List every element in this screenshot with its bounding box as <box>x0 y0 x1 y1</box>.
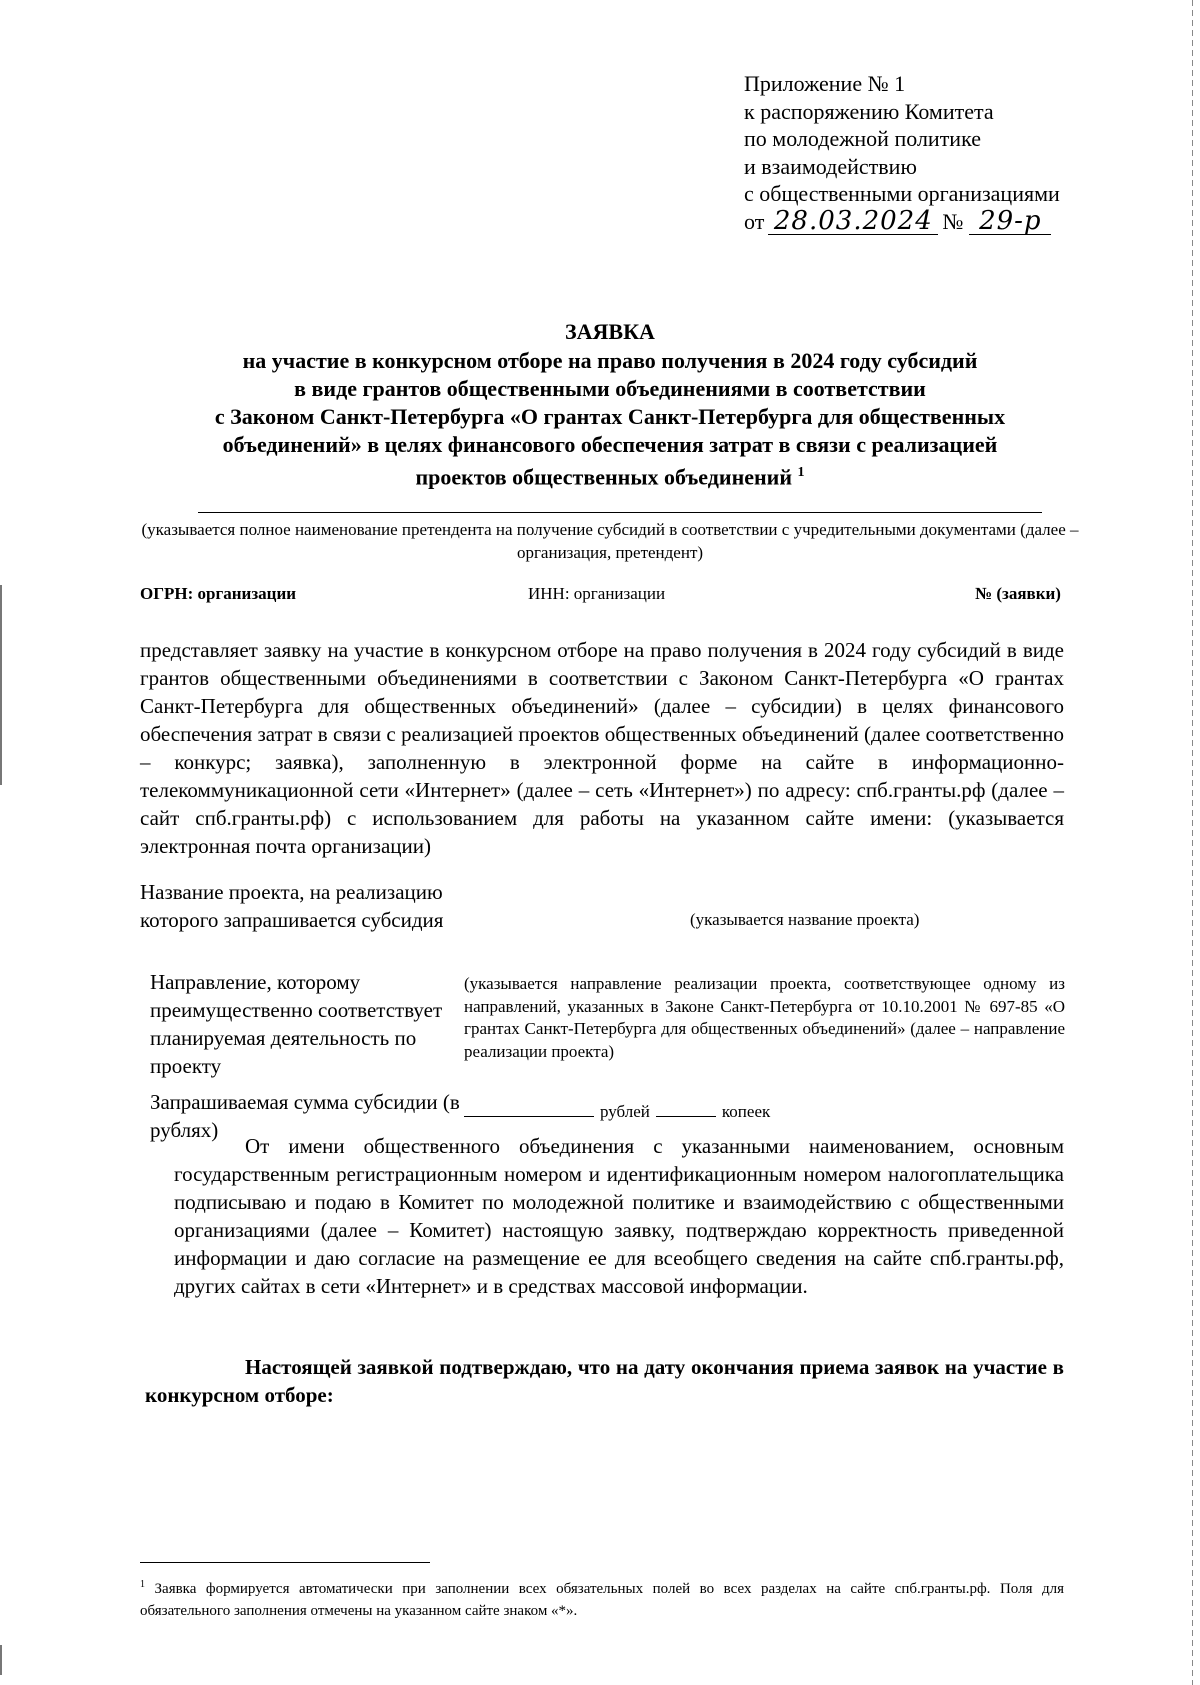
appendix-line: с общественными организациями <box>744 181 1060 206</box>
direction-label: Направление, которому преимущественно соответствует планируемая деятельность по проекту <box>150 970 443 1078</box>
title-line: объединений» в целях финансового обеспечения затрат в связи с реализацией <box>222 432 998 457</box>
title-line: в виде грантов общественными объединениями в соответствии <box>294 376 926 401</box>
appendix-line: и взаимодействию <box>744 153 917 179</box>
paragraph-consent: От имени общественного объединения с указанными наименованием, основным государственным регистрационным номером и идентификационным номером налогоплательщика подписываю и подаю в Комитет по молодежной политике и взаимодействию с общественными организациями (далее – Комитет) настоящую заявку, подтверждаю корректность приведенной информации и даю согласие на размещение ее для всеобщего сведения на сайте спб.гранты.рф, других сайтах в сети «Интернет» и в средствах массовой информации. <box>174 1134 1064 1298</box>
kopecks-blank <box>656 1100 716 1117</box>
application-number: № (заявки) <box>975 584 1061 603</box>
amount-label: Запрашиваемая сумма субсидии (в рублях) <box>150 1090 460 1142</box>
appendix-line: по молодежной политике <box>744 126 981 151</box>
rubles-label: рублей <box>600 1102 650 1121</box>
paragraph-confirmation: Настоящей заявкой подтверждаю, что на дату окончания приема заявок на участие в конкурсном отборе: <box>145 1355 1064 1407</box>
paragraph-application: представляет заявку на участие в конкурсном отборе на право получения в 2024 году субсидий в виде грантов общественными объединениями в соответствии с Законом Санкт-Петербурга «О грантах Санкт-Петербурга для общественных объединений» (далее – субсидии) в целях финансового обеспечения затрат в связи с реализацией проектов общественных объединений (далее соответственно – конкурс; заявка), заполненную в электронной форме на сайте в информационно-телекоммуникационной сети «Интернет» (далее – сеть «Интернет») по адресу: спб.гранты.рф (далее – сайт спб.гранты.рф) с использованием для работы на указанном сайте имени: (указывается электронная почта организации) <box>140 638 1064 858</box>
footnote <box>140 1574 1064 1622</box>
footnote-text: Заявка формируется автоматически при заполнении всех обязательных полей во всех разделах на сайте спб.гранты.рф. Поля для обязательного заполнения отмечены на указанном сайте знаком «*». <box>140 1581 1065 1619</box>
inn-label: ИНН: организации <box>528 584 666 603</box>
number-prefix: № <box>942 208 964 234</box>
scan-edge-line <box>1192 0 1193 1685</box>
date-prefix: от <box>744 208 765 234</box>
kopecks-label: копеек <box>721 1102 771 1121</box>
direction-value: (указывается направление реализации проекта, соответствующее одному из направлений, указанных в Законе Санкт-Петербурга от 10.10.2001 № 697-85 «О грантах Санкт-Петербурга для общественных объединений» (далее – направление реализации проекта) <box>464 974 1065 1061</box>
footnote-marker: 1 <box>140 1579 145 1590</box>
title-main: ЗАЯВКА <box>565 319 655 344</box>
scan-left-mark <box>0 1645 2 1675</box>
ogrn-label: ОГРН: организации <box>140 584 297 603</box>
handwritten-date: 28.03.2024 <box>768 208 938 235</box>
project-name-value: (указывается название проекта) <box>690 910 920 929</box>
appendix-date-line <box>744 205 1060 236</box>
title-line: на участие в конкурсном отборе на право получения в 2024 году субсидий <box>242 348 978 373</box>
project-details-table <box>150 968 1065 1144</box>
scan-left-mark <box>0 585 2 785</box>
rubles-blank <box>464 1100 594 1117</box>
title-line: с Законом Санкт-Петербурга «О грантах Санкт-Петербурга для общественных <box>214 404 1006 429</box>
document-title <box>150 318 1070 491</box>
appendix-line: к распоряжению Комитета <box>744 98 994 124</box>
footnote-separator <box>140 1562 430 1563</box>
handwritten-number: 29-р <box>969 208 1051 235</box>
org-name-note: (указывается полное наименование претендента на получение субсидий в соответствии с учредительными документами (далее – организация, претендент) <box>141 520 1079 562</box>
appendix-line: Приложение № 1 <box>744 71 906 96</box>
title-line: проектов общественных объединений $^1$ <box>415 464 805 490</box>
appendix-header <box>744 70 1060 235</box>
footnote-ref: 1 <box>797 465 805 480</box>
project-name-label: Название проекта, на реализацию которого запрашивается субсидия <box>140 880 444 932</box>
org-name-line <box>198 512 1042 513</box>
